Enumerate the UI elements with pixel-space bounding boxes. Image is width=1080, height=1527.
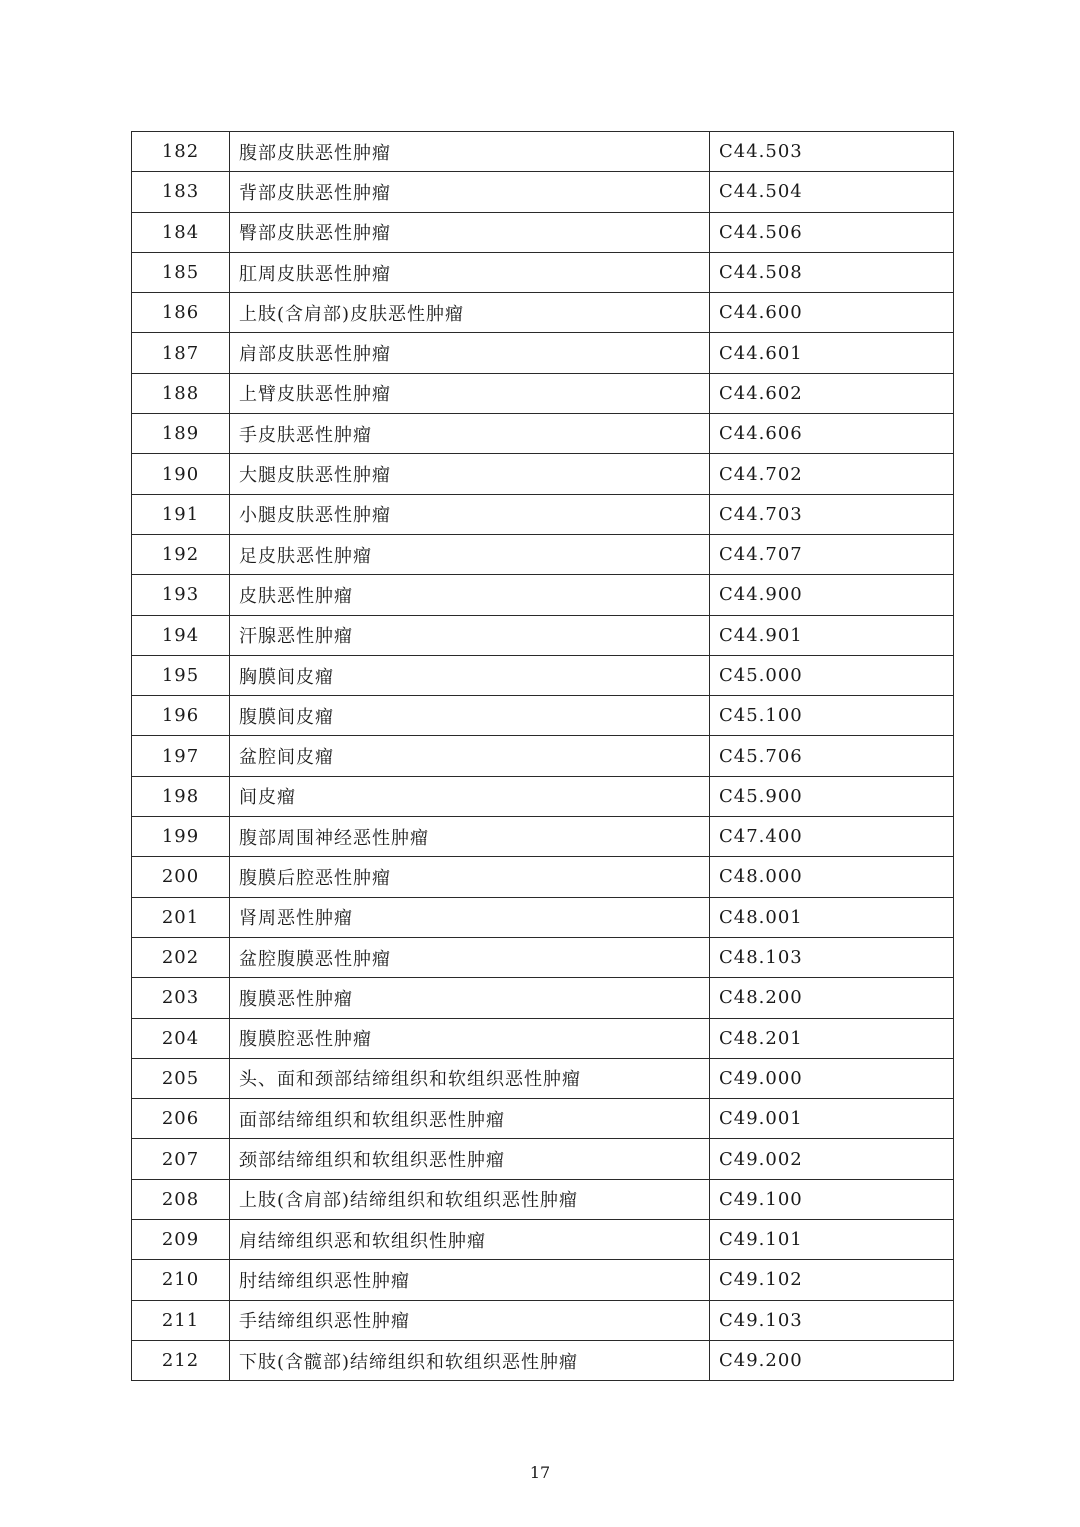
row-number: 193 xyxy=(132,575,230,615)
diagnosis-name: 胸膜间皮瘤 xyxy=(230,655,710,695)
row-number: 184 xyxy=(132,212,230,252)
diagnosis-code: C44.504 xyxy=(710,172,954,212)
row-number: 208 xyxy=(132,1179,230,1219)
table-row xyxy=(132,1018,954,1058)
table-row xyxy=(132,414,954,454)
diagnosis-code: C44.600 xyxy=(710,293,954,333)
diagnosis-name: 背部皮肤恶性肿瘤 xyxy=(230,172,710,212)
diagnosis-name: 腹膜腔恶性肿瘤 xyxy=(230,1018,710,1058)
row-number: 189 xyxy=(132,414,230,454)
table-row xyxy=(132,132,954,172)
diagnosis-name: 腹膜恶性肿瘤 xyxy=(230,978,710,1018)
diagnosis-code: C49.001 xyxy=(710,1099,954,1139)
diagnosis-name: 手皮肤恶性肿瘤 xyxy=(230,414,710,454)
diagnosis-code: C44.703 xyxy=(710,494,954,534)
diagnosis-name: 汗腺恶性肿瘤 xyxy=(230,615,710,655)
diagnosis-code: C44.508 xyxy=(710,252,954,292)
diagnosis-code: C49.103 xyxy=(710,1300,954,1340)
diagnosis-name: 足皮肤恶性肿瘤 xyxy=(230,534,710,574)
row-number: 198 xyxy=(132,776,230,816)
diagnosis-name: 上肢(含肩部)皮肤恶性肿瘤 xyxy=(230,293,710,333)
diagnosis-name: 颈部结缔组织和软组织恶性肿瘤 xyxy=(230,1139,710,1179)
row-number: 199 xyxy=(132,817,230,857)
table-row xyxy=(132,937,954,977)
table-row xyxy=(132,1340,954,1380)
row-number: 192 xyxy=(132,534,230,574)
diagnosis-name: 盆腔腹膜恶性肿瘤 xyxy=(230,937,710,977)
diagnosis-code: C44.900 xyxy=(710,575,954,615)
row-number: 182 xyxy=(132,132,230,172)
diagnosis-code: C49.200 xyxy=(710,1340,954,1380)
row-number: 190 xyxy=(132,454,230,494)
diagnosis-name: 大腿皮肤恶性肿瘤 xyxy=(230,454,710,494)
table-row xyxy=(132,1139,954,1179)
table-row xyxy=(132,1300,954,1340)
table-row xyxy=(132,897,954,937)
diagnosis-code: C44.606 xyxy=(710,414,954,454)
diagnosis-code: C49.102 xyxy=(710,1260,954,1300)
row-number: 200 xyxy=(132,857,230,897)
diagnosis-name: 盆腔间皮瘤 xyxy=(230,736,710,776)
diagnosis-name: 腹部周围神经恶性肿瘤 xyxy=(230,817,710,857)
diagnosis-code: C47.400 xyxy=(710,817,954,857)
table-row xyxy=(132,454,954,494)
diagnosis-code: C44.503 xyxy=(710,132,954,172)
diagnosis-code: C48.103 xyxy=(710,937,954,977)
table-row xyxy=(132,293,954,333)
diagnosis-name: 皮肤恶性肿瘤 xyxy=(230,575,710,615)
diagnosis-code: C45.900 xyxy=(710,776,954,816)
row-number: 201 xyxy=(132,897,230,937)
diagnosis-name: 手结缔组织恶性肿瘤 xyxy=(230,1300,710,1340)
row-number: 191 xyxy=(132,494,230,534)
row-number: 209 xyxy=(132,1220,230,1260)
diagnosis-code: C44.601 xyxy=(710,333,954,373)
diagnosis-code-table xyxy=(131,131,954,1381)
table-row xyxy=(132,1179,954,1219)
row-number: 206 xyxy=(132,1099,230,1139)
table-body xyxy=(132,132,954,1381)
diagnosis-name: 上肢(含肩部)结缔组织和软组织恶性肿瘤 xyxy=(230,1179,710,1219)
table-row xyxy=(132,736,954,776)
table-row xyxy=(132,494,954,534)
table-row xyxy=(132,575,954,615)
table-row xyxy=(132,1058,954,1098)
diagnosis-name: 腹膜间皮瘤 xyxy=(230,696,710,736)
diagnosis-name: 腹膜后腔恶性肿瘤 xyxy=(230,857,710,897)
diagnosis-name: 下肢(含髋部)结缔组织和软组织恶性肿瘤 xyxy=(230,1340,710,1380)
diagnosis-code: C49.000 xyxy=(710,1058,954,1098)
row-number: 203 xyxy=(132,978,230,1018)
table-row xyxy=(132,655,954,695)
diagnosis-code: C44.702 xyxy=(710,454,954,494)
table-row xyxy=(132,172,954,212)
diagnosis-code: C49.101 xyxy=(710,1220,954,1260)
row-number: 188 xyxy=(132,373,230,413)
row-number: 204 xyxy=(132,1018,230,1058)
table-row xyxy=(132,373,954,413)
table-row xyxy=(132,1099,954,1139)
diagnosis-code: C45.100 xyxy=(710,696,954,736)
table-row xyxy=(132,978,954,1018)
diagnosis-code: C44.707 xyxy=(710,534,954,574)
table-row xyxy=(132,1220,954,1260)
row-number: 183 xyxy=(132,172,230,212)
diagnosis-name: 臀部皮肤恶性肿瘤 xyxy=(230,212,710,252)
diagnosis-code: C49.100 xyxy=(710,1179,954,1219)
table-row xyxy=(132,333,954,373)
row-number: 205 xyxy=(132,1058,230,1098)
diagnosis-name: 肩结缔组织恶和软组织性肿瘤 xyxy=(230,1220,710,1260)
diagnosis-code: C48.201 xyxy=(710,1018,954,1058)
table-row xyxy=(132,212,954,252)
row-number: 197 xyxy=(132,736,230,776)
table-row xyxy=(132,1260,954,1300)
diagnosis-name: 上臂皮肤恶性肿瘤 xyxy=(230,373,710,413)
diagnosis-code: C48.200 xyxy=(710,978,954,1018)
page-number: 17 xyxy=(529,1463,551,1482)
row-number: 186 xyxy=(132,293,230,333)
row-number: 210 xyxy=(132,1260,230,1300)
diagnosis-code: C45.706 xyxy=(710,736,954,776)
table-row xyxy=(132,615,954,655)
row-number: 212 xyxy=(132,1340,230,1380)
row-number: 185 xyxy=(132,252,230,292)
diagnosis-code: C49.002 xyxy=(710,1139,954,1179)
diagnosis-name: 头、面和颈部结缔组织和软组织恶性肿瘤 xyxy=(230,1058,710,1098)
table-row xyxy=(132,817,954,857)
diagnosis-name: 面部结缔组织和软组织恶性肿瘤 xyxy=(230,1099,710,1139)
diagnosis-name: 腹部皮肤恶性肿瘤 xyxy=(230,132,710,172)
diagnosis-name: 间皮瘤 xyxy=(230,776,710,816)
diagnosis-code: C44.506 xyxy=(710,212,954,252)
diagnosis-code: C44.901 xyxy=(710,615,954,655)
table-row xyxy=(132,534,954,574)
row-number: 207 xyxy=(132,1139,230,1179)
diagnosis-name: 肾周恶性肿瘤 xyxy=(230,897,710,937)
diagnosis-code: C48.001 xyxy=(710,897,954,937)
diagnosis-code: C45.000 xyxy=(710,655,954,695)
diagnosis-code: C48.000 xyxy=(710,857,954,897)
row-number: 211 xyxy=(132,1300,230,1340)
row-number: 202 xyxy=(132,937,230,977)
diagnosis-name: 肛周皮肤恶性肿瘤 xyxy=(230,252,710,292)
diagnosis-name: 肩部皮肤恶性肿瘤 xyxy=(230,333,710,373)
row-number: 196 xyxy=(132,696,230,736)
table-row xyxy=(132,776,954,816)
row-number: 195 xyxy=(132,655,230,695)
diagnosis-name: 肘结缔组织恶性肿瘤 xyxy=(230,1260,710,1300)
diagnosis-code: C44.602 xyxy=(710,373,954,413)
row-number: 187 xyxy=(132,333,230,373)
row-number: 194 xyxy=(132,615,230,655)
table-row xyxy=(132,252,954,292)
diagnosis-name: 小腿皮肤恶性肿瘤 xyxy=(230,494,710,534)
table-row xyxy=(132,696,954,736)
table-row xyxy=(132,857,954,897)
